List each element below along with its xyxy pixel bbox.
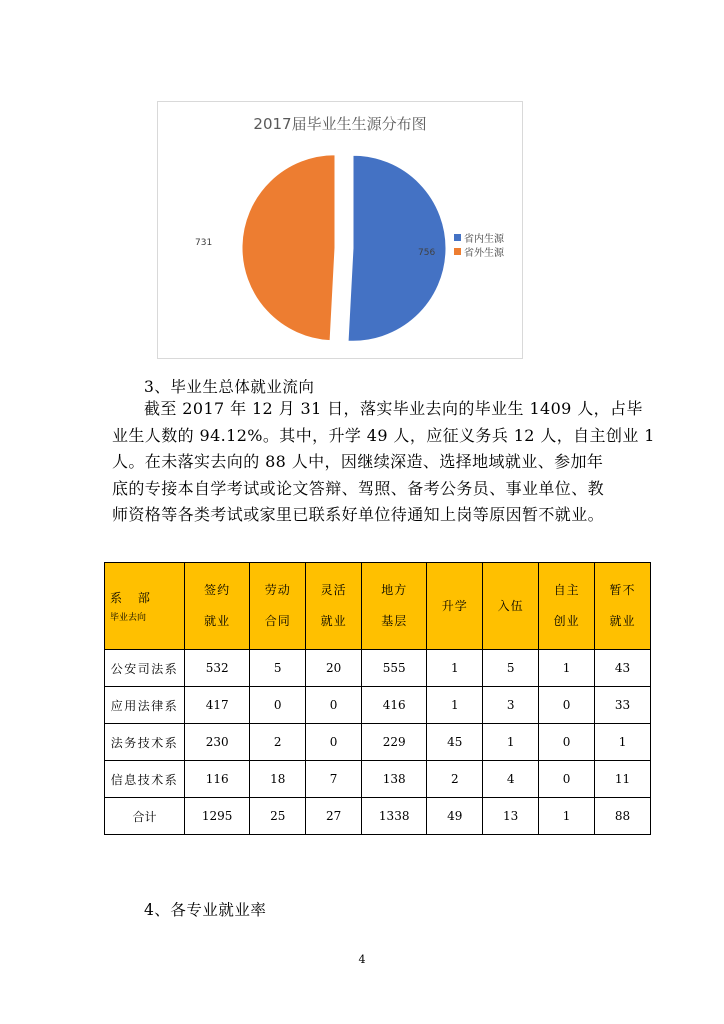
legend-item-outside <box>454 244 504 258</box>
table-cell: 0 <box>250 687 306 724</box>
legend-swatch-outside <box>454 248 461 255</box>
paragraph-line: 业生人数的 94.12%。其中，升学 49 人，应征义务兵 12 人，自主创业 1 <box>112 425 655 445</box>
section-3-heading: 3、毕业生总体就业流向 <box>144 378 315 396</box>
header-cell: 升学 <box>427 563 483 650</box>
table-cell: 27 <box>306 798 362 835</box>
table-cell: 3 <box>483 687 539 724</box>
table-cell: 1338 <box>362 798 427 835</box>
table-cell: 2 <box>427 761 483 798</box>
pie-label-province-outside: 731 <box>195 238 213 248</box>
chart-legend <box>454 230 504 258</box>
header-cell: 劳动 合同 <box>250 563 306 650</box>
table-row <box>105 687 651 724</box>
row-name: 公安司法系 <box>105 650 185 687</box>
table-cell: 4 <box>483 761 539 798</box>
table-cell: 88 <box>595 798 651 835</box>
row-name: 合计 <box>105 798 185 835</box>
paragraph-line: 截至 2017 年 12 月 31 日，落实毕业去向的毕业生 1409 人，占毕 <box>144 399 643 418</box>
table-cell: 25 <box>250 798 306 835</box>
row-name: 法务技术系 <box>105 724 185 761</box>
table-cell: 417 <box>185 687 250 724</box>
employment-paragraph <box>112 396 655 529</box>
paragraph-line: 师资格等各类考试或家里已联系好单位待通知上岗等原因暂不就业。 <box>112 505 605 524</box>
section-4-heading: 4、各专业就业率 <box>144 901 267 919</box>
table-cell: 229 <box>362 724 427 761</box>
table-cell: 11 <box>595 761 651 798</box>
table-row <box>105 761 651 798</box>
table-corner-cell <box>105 563 185 650</box>
header-cell: 签约 就业 <box>185 563 250 650</box>
header-cell: 灵活 就业 <box>306 563 362 650</box>
table-cell: 0 <box>539 724 595 761</box>
table-cell: 1 <box>483 724 539 761</box>
corner-dept-label: 系 部 <box>110 591 156 605</box>
row-name: 应用法律系 <box>105 687 185 724</box>
employment-table <box>104 562 651 835</box>
paragraph-line: 底的专接本自学考试或论文答辩、驾照、备考公务员、事业单位、教 <box>112 478 605 498</box>
table-row <box>105 724 651 761</box>
table-total-row <box>105 798 651 835</box>
table-cell: 0 <box>539 687 595 724</box>
chart-title: 2017届毕业生生源分布图 <box>253 115 427 133</box>
table-cell: 1 <box>539 798 595 835</box>
row-name: 信息技术系 <box>105 761 185 798</box>
table-cell: 5 <box>483 650 539 687</box>
table-cell: 1 <box>595 724 651 761</box>
table-cell: 0 <box>539 761 595 798</box>
table-cell: 5 <box>250 650 306 687</box>
table-cell: 1 <box>539 650 595 687</box>
table-cell: 18 <box>250 761 306 798</box>
legend-label-outside: 省外生源 <box>464 247 504 259</box>
table-cell: 0 <box>306 724 362 761</box>
table-cell: 2 <box>250 724 306 761</box>
table-row <box>105 650 651 687</box>
legend-item-inside <box>454 230 504 244</box>
header-cell: 地方 基层 <box>362 563 427 650</box>
header-cell: 入伍 <box>483 563 539 650</box>
table-cell: 1 <box>427 687 483 724</box>
legend-swatch-inside <box>454 234 461 241</box>
table-cell: 138 <box>362 761 427 798</box>
corner-destination-label: 毕业去向 <box>110 613 147 623</box>
header-cell: 自主 创业 <box>539 563 595 650</box>
table-header-row <box>105 563 651 650</box>
table-cell: 49 <box>427 798 483 835</box>
table-cell: 43 <box>595 650 651 687</box>
table-cell: 1 <box>427 650 483 687</box>
table-cell: 116 <box>185 761 250 798</box>
table-cell: 7 <box>306 761 362 798</box>
table-cell: 555 <box>362 650 427 687</box>
table-cell: 20 <box>306 650 362 687</box>
legend-label-inside: 省内生源 <box>464 233 504 245</box>
table-cell: 33 <box>595 687 651 724</box>
table-cell: 532 <box>185 650 250 687</box>
pie-label-province-inside: 756 <box>418 248 436 258</box>
table-cell: 1295 <box>185 798 250 835</box>
paragraph-line: 人。在未落实去向的 88 人中，因继续深造、选择地域就业、参加年 <box>112 452 604 471</box>
table-cell: 45 <box>427 724 483 761</box>
page-number: 4 <box>358 953 366 966</box>
table-cell: 13 <box>483 798 539 835</box>
table-cell: 416 <box>362 687 427 724</box>
header-cell: 暂不 就业 <box>595 563 651 650</box>
table-cell: 230 <box>185 724 250 761</box>
pie-slice-outside <box>242 155 335 341</box>
table-cell: 0 <box>306 687 362 724</box>
pie-chart <box>157 101 523 359</box>
